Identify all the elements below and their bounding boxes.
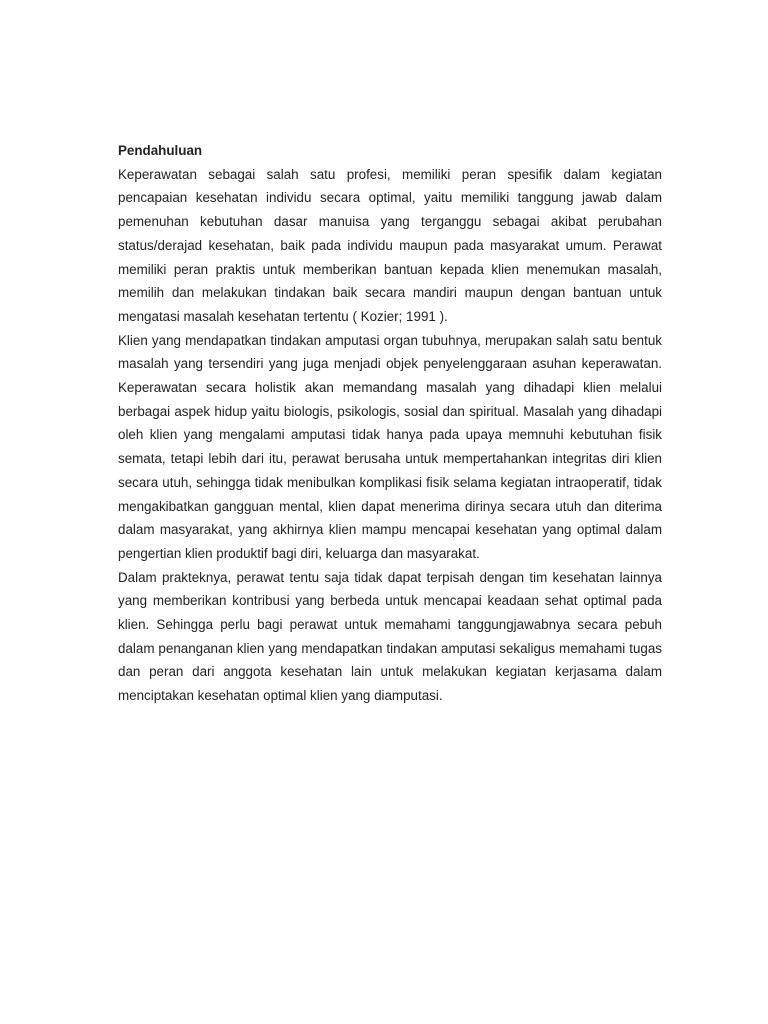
- paragraph-3: Dalam prakteknya, perawat tentu saja tidak dapat terpisah dengan tim kesehatan lainnya yang memberikan kontribusi yang berbeda untuk mencapai keadaan sehat optimal pada klien. Sehingga perlu bagi perawat untuk memahami tanggungjawabnya secara pebuh dalam penanganan klien yang mendapatkan tindakan amputasi sekaligus memahami tugas dan peran dari anggota kesehatan lain untuk melakukan kegiatan kerjasama dalam menciptakan kesehatan optimal klien yang diamputasi.: [118, 569, 662, 704]
- paragraph-2: Klien yang mendapatkan tindakan amputasi organ tubuhnya, merupakan salah satu bentuk masalah yang tersendiri yang juga menjadi objek penyelenggaraan asuhan keperawatan. Keperawatan secara holistik akan memandang masalah yang dihadapi klien melalui berbagai aspek hidup yaitu biologis, psikologis, sosial dan spiritual. Masalah yang dihadapi oleh klien yang mengalami amputasi tidak hanya pada upaya memnuhi kebutuhan fisik semata, tetapi lebih dari itu, perawat berusaha untuk mempertahankan integritas diri klien secara utuh, sehingga tidak menibulkan komplikasi fisik selama kegiatan intraoperatif, tidak mengakibatkan gangguan mental, klien dapat menerima dirinya secara utuh dan diterima dalam masyarakat, yang akhirnya klien mampu mencapai kesehatan yang optimal dalam pengertian klien produktif bagi diri, keluarga dan masyarakat.: [118, 332, 662, 561]
- document-body: [118, 139, 662, 708]
- section-heading: Pendahuluan: [118, 143, 203, 158]
- paragraph-1: Keperawatan sebagai salah satu profesi, memiliki peran spesifik dalam kegiatan pencapaian kesehatan individu secara optimal, yaitu memiliki tanggung jawab dalam pemenuhan kebutuhan dasar manuisa yang terganggu sebagai akibat perubahan status/derajad kesehatan, baik pada individu maupun pada masyarakat umum. Perawat memiliki peran praktis untuk memberikan bantuan kepada klien menemukan masalah, memilih dan melakukan tindakan baik secara mandiri maupun dengan bantuan untuk mengatasi masalah kesehatan tertentu ( Kozier; 1991 ).: [118, 166, 662, 324]
